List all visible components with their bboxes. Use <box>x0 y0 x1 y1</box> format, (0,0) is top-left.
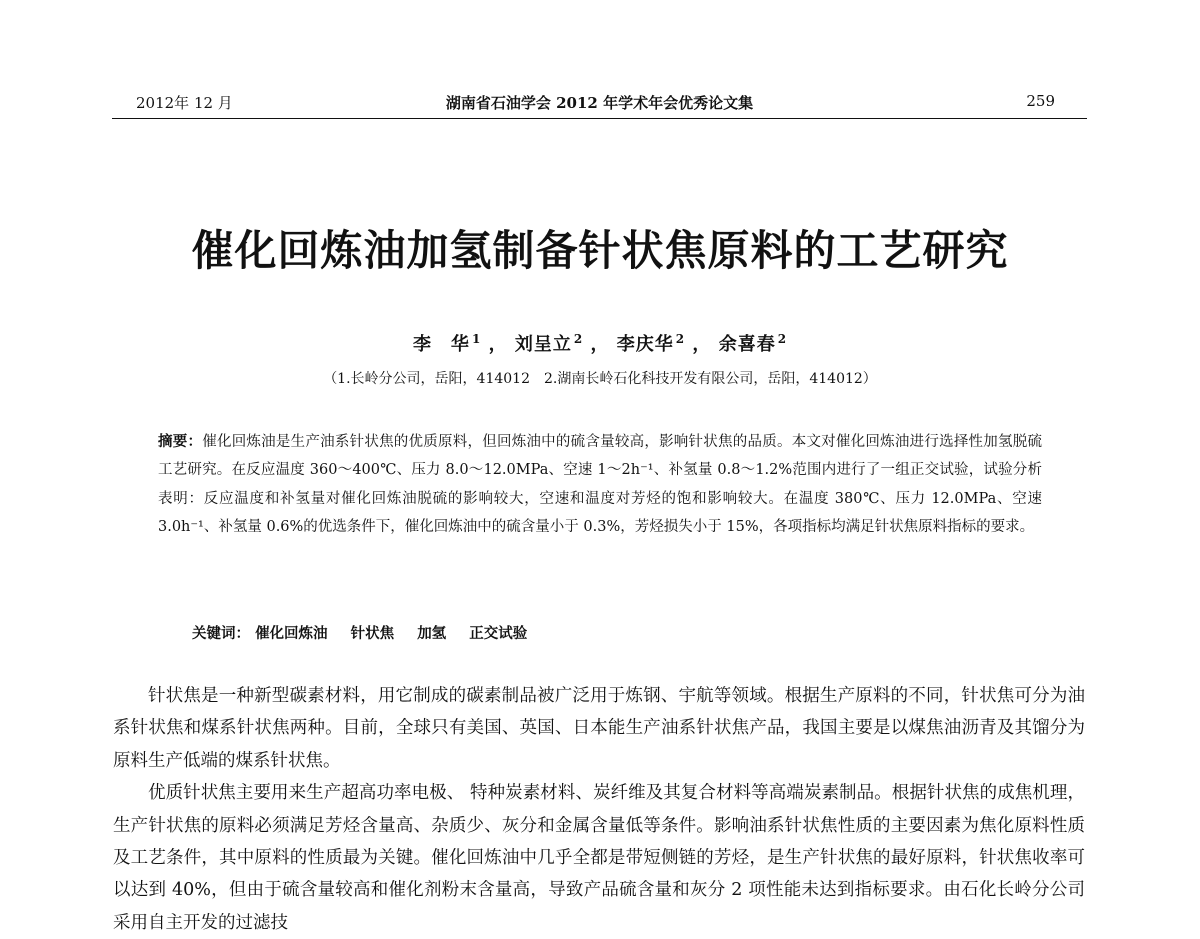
body-text <box>113 680 1085 939</box>
header-page-number: 259 <box>1026 92 1055 110</box>
header-date: 2012年 12 月 <box>136 94 233 112</box>
paper-title: 催化回炼油加氢制备针状焦原料的工艺研究 <box>191 226 1009 275</box>
abstract-text: 催化回炼油是生产油系针状焦的优质原料，但回炼油中的硫含量较高，影响针状焦的品质。本文对催化回炼油进行选择性加氢脱硫工艺研究。在反应温度 360～400℃、压力 8.0～12.0MPa、空速 1～2h⁻¹、补氢量 0.8～1.2%范围内进行了一组正交试验，试验分析表明：反应温度和补氢量对催化回炼油脱硫的影响较大，空速和温度对芳烃的饱和影响较大。在温度 380℃、压力 12.0MPa、空速 3.0h⁻¹、补氢量 0.6%的优选条件下，催化回炼油中的硫含量小于 0.3%，芳烃损失小于 15%，各项指标均满足针状焦原料指标的要求。 <box>158 434 1043 536</box>
author-name: 刘呈立 <box>514 334 572 355</box>
author-affiliation-mark: 2 <box>573 332 584 346</box>
body-paragraph: 优质针状焦主要用来生产超高功率电极、 特种炭素材料、炭纤维及其复合材料等高端炭素制品。根据针状焦的成焦机理，生产针状焦的原料必须满足芳烃含量高、杂质少、灰分和金属含量低等条件。影响油系针状焦性质的主要因素为焦化原料性质及工艺条件，其中原料的性质最为关键。催化回炼油中几乎全都是带短侧链的芳烃，是生产针状焦的最好原料，针状焦收率可以达到 40%，但由于硫含量较高和催化剂粉末含量高，导致产品硫含量和灰分 2 项性能未达到指标要求。由石化长岭分公司采用自主开发的过滤技 <box>113 783 1085 933</box>
author-affiliation-mark: 2 <box>675 332 686 346</box>
author-name: 李 华 <box>412 334 470 355</box>
abstract-label: 摘要： <box>158 433 203 450</box>
running-header <box>112 92 1087 119</box>
author-name: 余喜春 <box>718 334 776 355</box>
body-paragraph: 针状焦是一种新型碳素材料，用它制成的碳素制品被广泛用于炼钢、宇航等领域。根据生产原料的不同，针状焦可分为油系针状焦和煤系针状焦两种。目前，全球只有美国、英国、日本能生产油系针状焦产品，我国主要是以煤焦油沥青及其馏分为原料生产低端的煤系针状焦。 <box>113 686 1085 771</box>
author-affiliation-mark: 1 <box>471 332 482 346</box>
keywords-label: 关键词： <box>192 625 250 642</box>
keyword: 正交试验 <box>469 625 528 642</box>
author-name: 李庆华 <box>616 334 674 355</box>
keyword: 针状焦 <box>350 625 395 642</box>
abstract <box>158 428 1042 542</box>
keyword: 催化回炼油 <box>255 625 328 642</box>
author-list: 李 华 $^1$ ， 刘呈立 $^2$ ， 李庆华 $^2$ ， 余喜春 $^2$ <box>412 332 788 355</box>
keyword: 加氢 <box>417 625 447 642</box>
header-journal-title: 湖南省石油学会 2012 年学术年会优秀论文集 <box>445 94 754 112</box>
author-affiliation-mark: 2 <box>777 332 788 346</box>
affiliation-line: （1.长岭分公司，岳阳，414012 2.湖南长岭石化科技开发有限公司，岳阳，414012） <box>323 371 877 387</box>
keywords <box>192 622 545 643</box>
